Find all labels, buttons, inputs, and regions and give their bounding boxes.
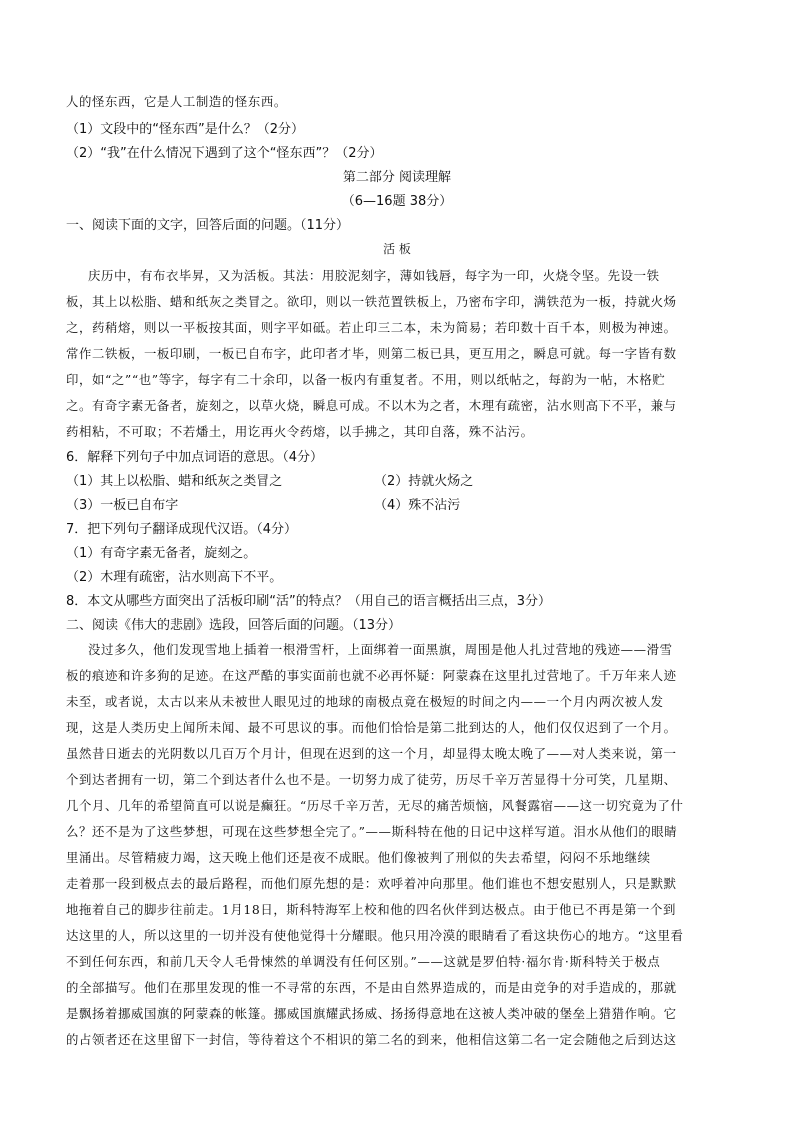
passage-line: 么？还不是为了这些梦想，可现在这些梦想全完了。”——斯科特在他的日记中这样写道。泪水从他们的眼睛 [66,824,678,839]
passage-line: 没过多久，他们发现雪地上插着一根滑雪杆，上面绑着一面黑旗，周围是他人扎过营地的残迹——滑雪 [88,642,673,657]
question-6-item: （3）一板已自布字 [66,498,179,513]
passage-line: 的全部描写。他们在那里发现的惟一不寻常的东西，不是由自然界造成的，而是由竞争的对手造成的，那就 [66,980,677,995]
passage-line: 现，这是人类历史上闻所未闻、最不可思议的事。而他们恰恰是第二批到达的人，他们仅仅迟到了一个月。 [66,720,677,735]
passage-line: 达这里的人，所以这里的一切并没有使他觉得十分耀眼。他只用冷漠的眼睛看了看这块伤心的地方。“这里看 [66,928,684,943]
passage-line: 走着那一段到极点去的最后路程，而他们原先想的是：欢呼着冲向那里。他们谁也不想安慰别人，只是默默 [66,876,677,891]
question-6-item: （1）其上以松脂、蜡和纸灰之类冒之 [66,474,283,489]
question-8: 8．本文从哪些方面突出了活板印刷“活”的特点？（用自己的语言概括出三点，3分） [66,594,552,609]
passage-line: 个到达者拥有一切，第二个到达者什么也不是。一切努力成了徒劳，历尽千辛万苦显得十分可笑，几星期、 [66,772,677,787]
passage-line: 的占领者还在这里留下一封信，等待着这个不相识的第二名的到来，他相信这第二名一定会随他之后到达这 [66,1032,677,1047]
part2-subtitle: （6—16题 38分） [341,194,453,209]
question-7-item: （1）有奇字素无备者，旋刻之。 [66,546,257,561]
question-7-item: （2）木理有疏密，沾水则高下不平。 [66,570,283,585]
passage-line: 未至，或者说，太古以来从未被世人眼见过的地球的南极点竟在极短的时间之内——一个月内两次被人发 [66,694,664,709]
question-1: （1）文段中的“怪东西”是什么？（2分） [66,122,305,137]
passage-line: 几个月、几年的希望简直可以说是癫狂。“历尽千辛万苦，无尽的痛苦烦恼，风餐露宿——这一切究竟为了什 [66,798,684,813]
passage-line: 常作二铁板，一板印刷，一板已自布字，此印者才毕，则第二板已具，更互用之，瞬息可就。每一字皆有数 [66,346,677,361]
part2-title: 第二部分 阅读理解 [342,170,452,185]
passage-line: 不到任何东西，和前几天令人毛骨悚然的单调没有任何区别。”——这就是罗伯特·福尔肯·斯科特关于极点 [66,954,661,969]
passage-line: 之，药稍熔，则以一平板按其面，则字平如砥。若止印三二本，未为简易；若印数十百千本，则极为神速。 [66,320,677,335]
question-7: 7．把下列句子翻译成现代汉语。（4分） [66,522,298,537]
question-6-item: （2）持就火炀之 [374,474,474,489]
passage-line: 之。有奇字素无备者，旋刻之，以草火烧，瞬息可成。不以木为之者，木理有疏密，沾水则高下不平，兼与 [66,398,677,413]
question-6: 6．解释下列句子中加点词语的意思。（4分） [66,450,324,465]
passage-line: 板，其上以松脂、蜡和纸灰之类冒之。欲印，则以一铁范置铁板上，乃密布字印，满铁范为一板，持就火炀 [66,294,677,309]
passage-end-line: 人的怪东西，它是人工制造的怪东西。 [66,94,287,109]
section2-heading: 二、阅读《伟大的悲剧》选段，回答后面的问题。（13分） [66,618,402,633]
passage-line: 板的痕迹和许多狗的足迹。在这严酷的事实面前也就不必再怀疑：阿蒙森在这里扎过营地了。千万年来人迹 [66,668,677,683]
passage-title: 活 板 [383,242,411,256]
passage-line: 是飘扬着挪威国旗的阿蒙森的帐篷。挪威国旗耀武扬威、扬扬得意地在这被人类冲破的堡垒上猎猎作响。它 [66,1006,677,1021]
passage-line: 庆历中，有布衣毕昇，又为活板。其法：用胶泥刻字，薄如钱唇，每字为一印，火烧令坚。先设一铁 [88,268,660,283]
section1-heading: 一、阅读下面的文字，回答后面的问题。（11分） [66,218,350,233]
passage-line: 地拖着自己的脚步往前走。1月18日，斯科特海军上校和他的四名伙伴到达极点。由于他已不再是第一个到 [66,902,677,917]
question-6-item: （4）殊不沾污 [374,498,461,513]
passage-line: 虽然昔日逝去的光阴数以几百万个月计，但现在迟到的这一个月，却显得太晚太晚了——对人类来说，第一 [66,746,677,761]
passage-line: 里涌出。尽管精疲力竭，这天晚上他们还是夜不成眠。他们像被判了刑似的失去希望，闷闷不乐地继续 [66,850,651,865]
question-2: （2）“我”在什么情况下遇到了这个“怪东西”？（2分） [66,146,383,161]
passage-line: 药相粘，不可取；不若燔土，用讫再火令药熔，以手拂之，其印自落，殊不沾污。 [66,424,534,439]
passage-line: 印，如“之”“也”等字，每字有二十余印，以备一板内有重复者。不用，则以纸帖之，每韵为一帖，木格贮 [66,372,666,387]
